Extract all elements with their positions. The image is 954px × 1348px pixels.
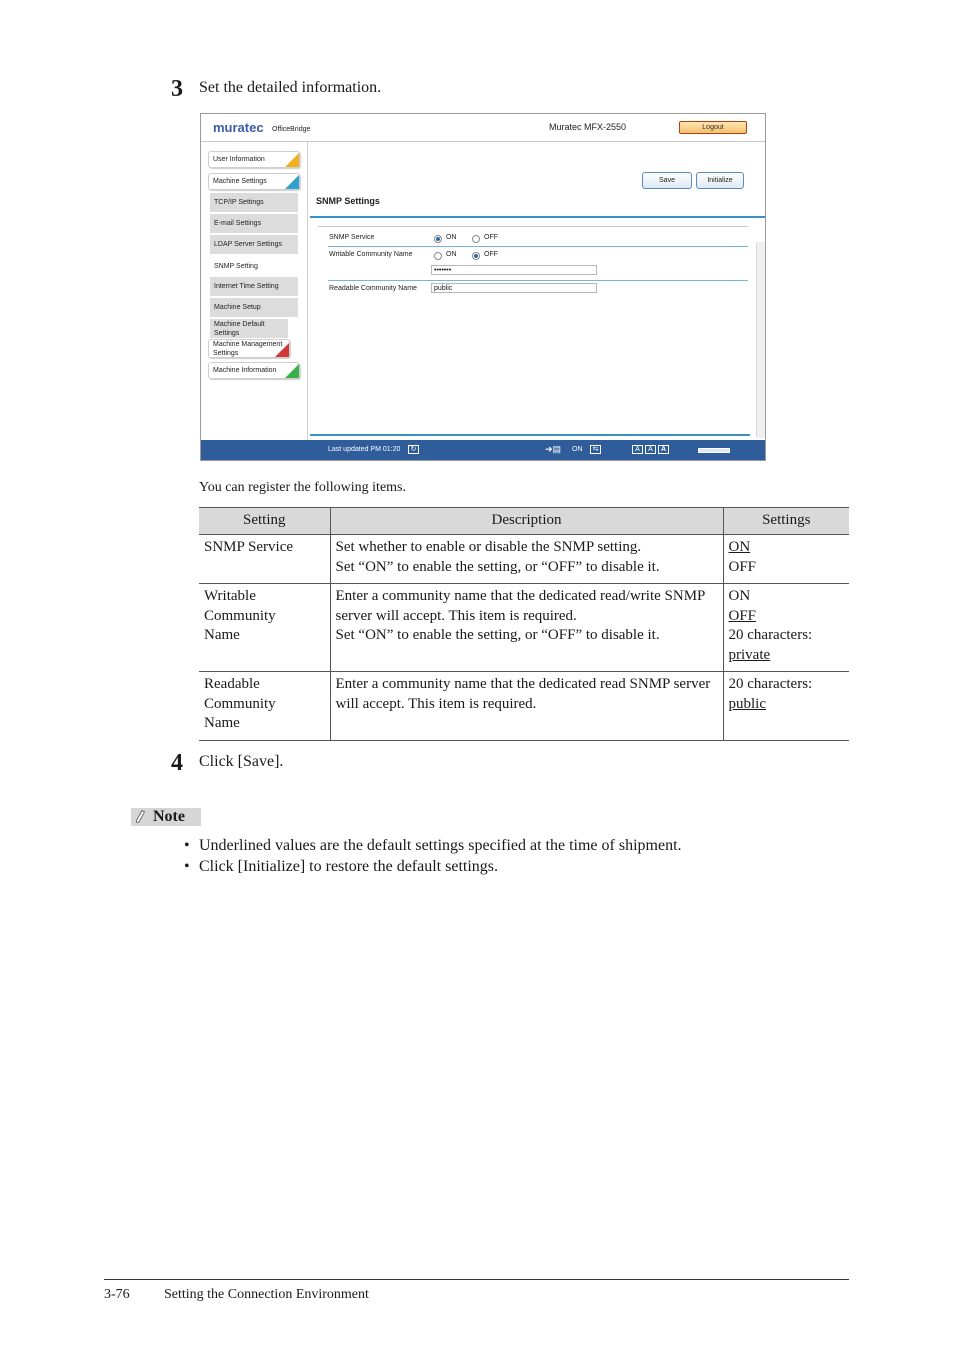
default-value: private	[728, 646, 771, 663]
writable-off-label: OFF	[484, 251, 498, 258]
default-value: public	[728, 695, 766, 712]
writable-community-label: Writable Community Name	[329, 251, 413, 258]
logout-button[interactable]: Logout	[679, 121, 747, 134]
list-item: • Click [Initialize] to restore the default settings.	[184, 856, 682, 877]
step-number: 3	[171, 76, 183, 102]
step-number: 4	[171, 750, 183, 776]
section-divider	[310, 216, 765, 218]
table-row	[199, 584, 849, 672]
writable-off-radio[interactable]	[472, 252, 480, 260]
main-content	[308, 142, 765, 440]
description-cell	[330, 535, 723, 584]
step-instruction: Click [Save].	[199, 753, 284, 770]
officebridge-logo: OfficeBridge	[272, 126, 311, 133]
description-line: Enter a community name that the dedicated read/write SNMP server will accept. This item is required.	[335, 588, 705, 624]
sidebar	[201, 142, 308, 440]
sidebar-item-machine-information[interactable]	[208, 362, 300, 379]
snmp-off-radio[interactable]	[472, 235, 480, 243]
sidebar-item-tcpip[interactable]: TCP/IP Settings	[210, 193, 298, 213]
note-badge	[131, 808, 201, 826]
settings-value: 20 characters:	[728, 676, 813, 692]
sidebar-item-snmp[interactable]: SNMP Setting	[210, 256, 302, 276]
corner-accent	[285, 175, 299, 189]
sidebar-item-label: Machine Settings	[213, 178, 267, 185]
note-label: Note	[153, 808, 185, 825]
app-header	[201, 114, 765, 142]
writable-on-label: ON	[446, 251, 457, 258]
settings-value: OFF	[728, 558, 757, 575]
sidebar-item-internet-time[interactable]: Internet Time Setting	[210, 277, 298, 297]
table-row	[199, 672, 849, 741]
setting-cell: Writable Community Name	[199, 584, 330, 672]
initialize-button[interactable]: Initialize	[696, 172, 744, 189]
content-bottom-divider	[310, 434, 750, 436]
sidebar-item-user-information[interactable]	[208, 151, 300, 168]
pencil-icon	[136, 810, 145, 823]
description-line: Set “ON” to enable the setting, or “OFF” to disable it.	[335, 558, 660, 575]
readable-community-field[interactable]: public	[431, 283, 597, 293]
corner-accent	[285, 364, 299, 378]
font-large-button[interactable]: A	[658, 445, 669, 454]
description-cell	[330, 672, 723, 741]
login-icon: ➜▤	[544, 444, 562, 454]
toggle-icon[interactable]: ⇆	[590, 445, 601, 454]
sidebar-item-machine-setup[interactable]: Machine Setup	[210, 298, 298, 318]
snmp-on-radio[interactable]	[434, 235, 442, 243]
list-item: • Underlined values are the default settings specified at the time of shipment.	[184, 835, 682, 856]
page-number: 3-76	[104, 1287, 130, 1302]
font-small-button[interactable]: A	[632, 445, 643, 454]
setting-cell: SNMP Service	[199, 535, 330, 584]
description-line: Set whether to enable or disable the SNMP setting.	[335, 539, 642, 555]
footer-rule	[104, 1279, 849, 1280]
scrollbar[interactable]	[756, 242, 765, 438]
table-header-row	[199, 508, 849, 535]
settings-cell	[723, 672, 849, 741]
row-divider	[328, 246, 748, 247]
progress-bar	[698, 448, 730, 453]
snmp-off-label: OFF	[484, 234, 498, 241]
model-name: Muratec MFX-2550	[549, 122, 627, 132]
sidebar-item-label: Machine Information	[213, 367, 277, 374]
settings-cell	[723, 584, 849, 672]
row-divider	[328, 280, 748, 281]
sidebar-item-email[interactable]: E-mail Settings	[210, 214, 298, 234]
description-line: Enter a community name that the dedicated read SNMP server will accept. This item is required.	[335, 676, 711, 712]
section-title: SNMP Settings	[316, 196, 380, 206]
writable-on-radio[interactable]	[434, 252, 442, 260]
description-cell	[330, 584, 723, 672]
readable-community-label: Readable Community Name	[329, 285, 417, 292]
table-caption: You can register the following items.	[199, 480, 406, 495]
section-name: Setting the Connection Environment	[164, 1287, 369, 1302]
col-header-setting: Setting	[199, 508, 330, 535]
table-row	[199, 535, 849, 584]
description-line: Set “ON” to enable the setting, or “OFF” to disable it.	[335, 627, 660, 643]
default-value: OFF	[728, 607, 757, 624]
ui-screenshot	[200, 113, 766, 461]
sidebar-item-ldap[interactable]: LDAP Server Settings	[210, 235, 298, 255]
font-medium-button[interactable]: A	[645, 445, 656, 454]
writable-community-field[interactable]: •••••••	[431, 265, 597, 275]
settings-cell	[723, 535, 849, 584]
panel-top-border	[318, 226, 748, 227]
setting-cell: Readable Community Name	[199, 672, 330, 741]
sidebar-item-machine-management[interactable]	[208, 339, 290, 358]
sidebar-item-label: Machine Management Settings	[213, 340, 283, 357]
settings-value: 20 characters:	[728, 627, 813, 643]
col-header-description: Description	[330, 508, 723, 535]
step-instruction: Set the detailed information.	[199, 79, 382, 96]
last-updated-text: Last updated PM 01:20	[328, 446, 401, 453]
refresh-icon[interactable]: ↻	[408, 445, 419, 454]
corner-accent	[275, 343, 289, 357]
on-status: ON	[572, 446, 583, 453]
save-button[interactable]: Save	[642, 172, 692, 189]
note-list	[184, 835, 682, 877]
sidebar-item-machine-settings[interactable]	[208, 173, 300, 190]
settings-value: ON	[728, 588, 751, 604]
corner-accent	[285, 153, 299, 167]
col-header-settings: Settings	[723, 508, 849, 535]
default-value: ON	[728, 539, 751, 555]
snmp-on-label: ON	[446, 234, 457, 241]
sidebar-item-label: User Information	[213, 156, 265, 163]
snmp-service-label: SNMP Service	[329, 234, 375, 241]
sidebar-item-machine-default[interactable]: Machine Default Settings	[210, 319, 288, 339]
settings-table	[199, 507, 849, 741]
muratec-logo: muratec	[213, 120, 264, 135]
status-bar	[201, 440, 765, 460]
